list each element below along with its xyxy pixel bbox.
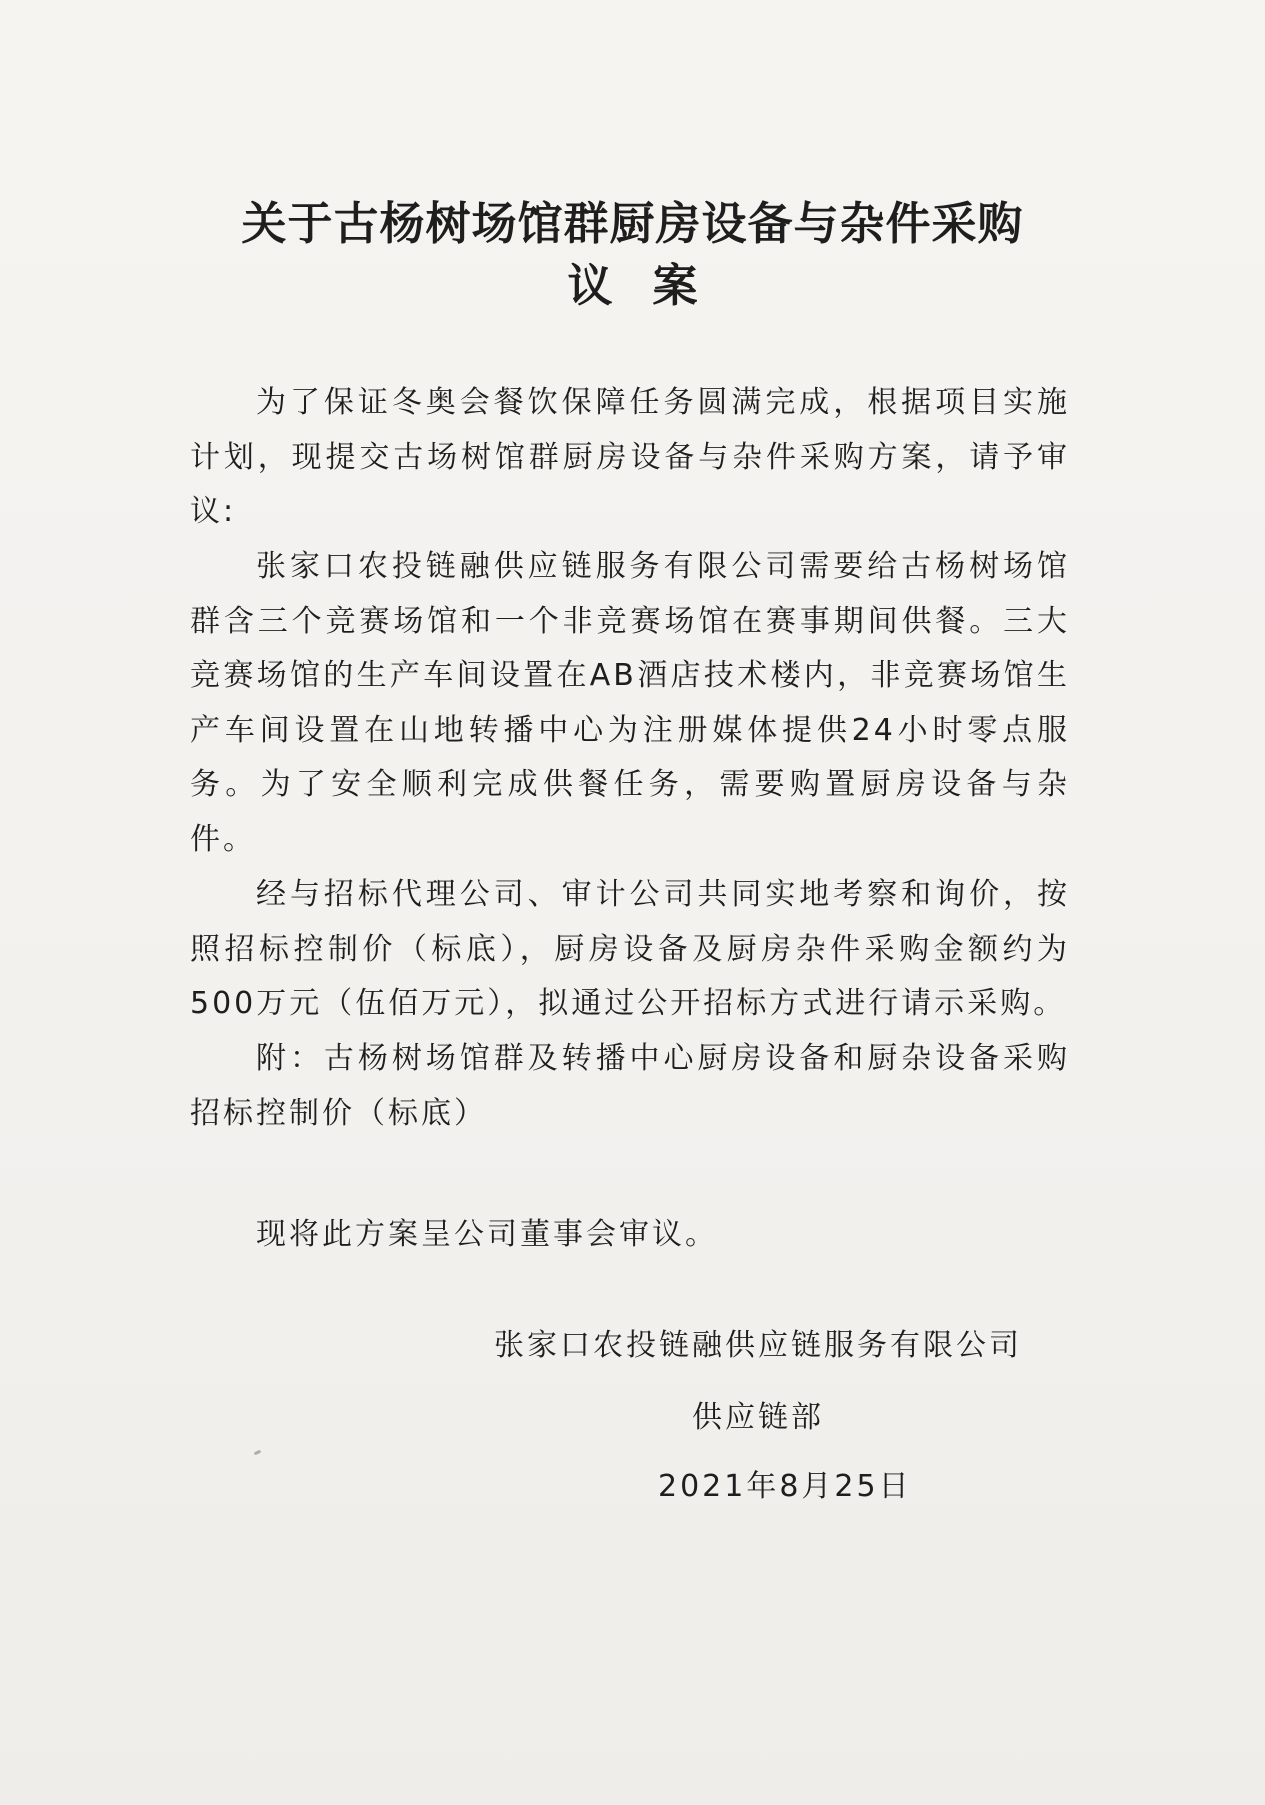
- paper-speck: [254, 1450, 262, 1456]
- document-title-line-2: 议案: [567, 259, 738, 312]
- paragraph-text: 经与招标代理公司、审计公司共同实地考察和询价，按照招标控制价（标底），厨房设备及厨房杂件采购金额约为500万元（伍佰万元），拟通过公开招标方式进行请示采购。: [190, 877, 1070, 1021]
- paragraph-text: 张家口农投链融供应链服务有限公司需要给古杨树场馆群含三个竞赛场馆和一个非竞赛场馆在赛事期间供餐。三大竞赛场馆的生产车间设置在AB酒店技术楼内，非竞赛场馆生产车间设置在山地转播中心为注册媒体提供24小时零点服务。为了安全顺利完成供餐任务，需要购置厨房设备与杂件。: [190, 549, 1070, 857]
- document-title-line-1: 关于古杨树场馆群厨房设备与杂件采购: [241, 197, 1024, 250]
- paragraph-text: 附：古杨树场馆群及转播中心厨房设备和厨杂设备采购招标控制价（标底）: [190, 1041, 1070, 1131]
- signature-company: 张家口农投链融供应链服务有限公司: [494, 1328, 1022, 1363]
- paragraph-text: 现将此方案呈公司董事会审议。: [256, 1217, 718, 1252]
- paragraph-text: 为了保证冬奥会餐饮保障任务圆满完成，根据项目实施计划，现提交古场树馆群厨房设备与杂件采购方案，请予审议:: [190, 385, 1070, 529]
- signature-department: 供应链部: [692, 1400, 824, 1435]
- signature-date: 2021年8月25日: [658, 1469, 912, 1504]
- paragraph-purpose: [190, 376, 1070, 540]
- paragraph-budget: [190, 868, 1070, 1032]
- paragraph-closing: [190, 1208, 1070, 1263]
- paragraph-background: [190, 540, 1070, 867]
- paragraph-attachment: [190, 1032, 1070, 1141]
